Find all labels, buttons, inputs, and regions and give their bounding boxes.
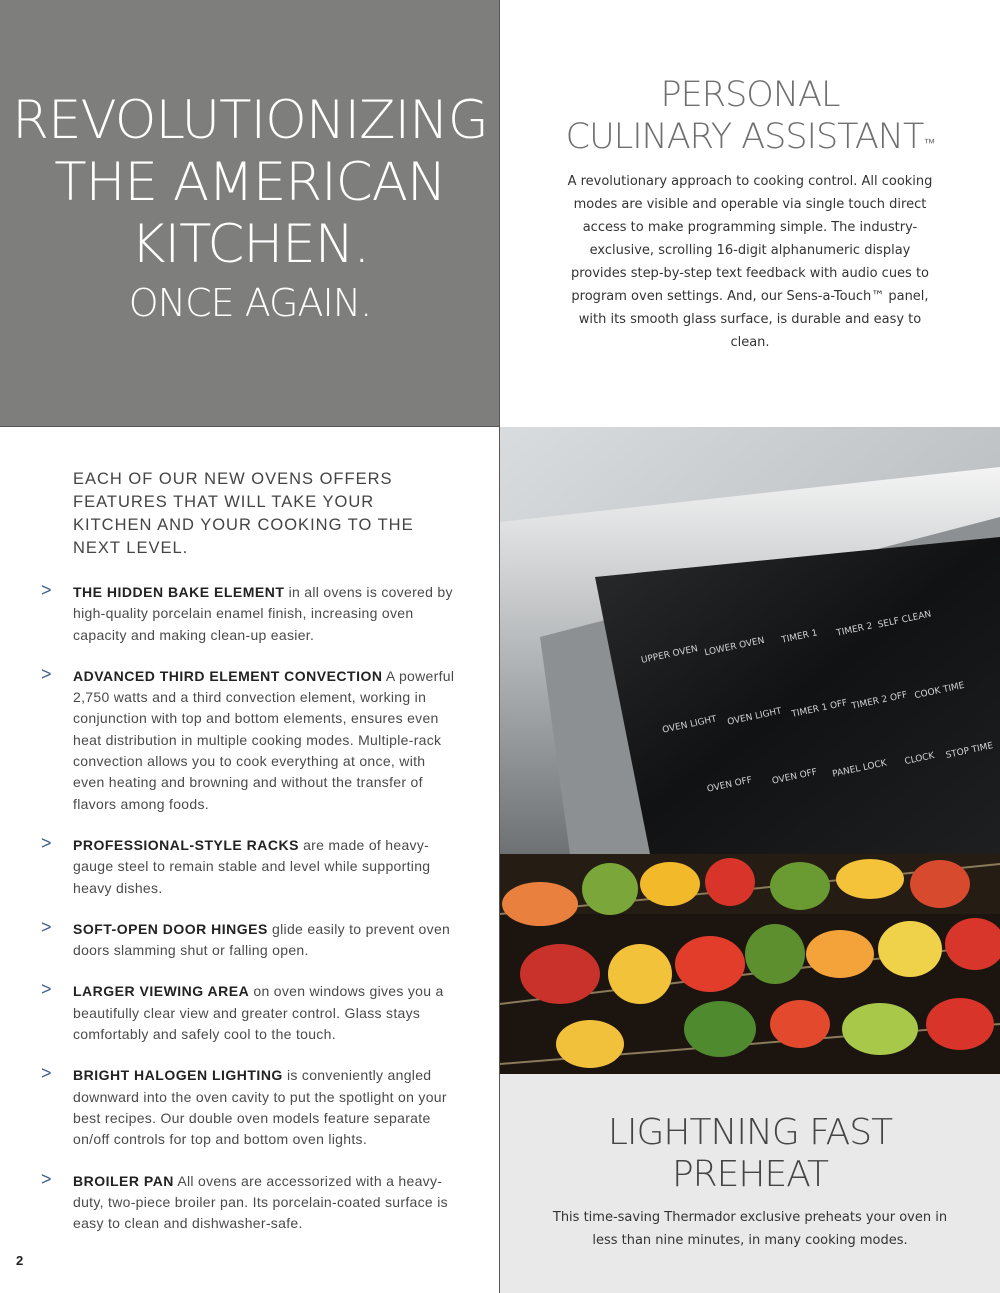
assistant-body: A revolutionary approach to cooking control. All cooking modes are visible and operable via single touch direct access to make programming simple. The industry-exclusive, scrolling 16-digit alphanumeric display provides step-by-step text feedback with audio cues to program oven settings. And, our Sens-a-Touch™ panel, with its smooth glass surface, is durable and easy to clean.: [567, 174, 933, 350]
feature-title: SOFT-OPEN DOOR HINGES: [73, 920, 268, 937]
panel-key-label: CLOCK: [903, 751, 936, 768]
assistant-title-line-2: [500, 116, 1000, 158]
feature-item: [41, 832, 458, 899]
page-number: 2: [16, 1253, 24, 1268]
panel-key-label: TIMER 1 OFF: [790, 698, 849, 720]
panel-key-label: LOWER OVEN: [703, 635, 766, 659]
panel-key-label: PANEL LOCK: [831, 758, 888, 780]
preheat-body: This time-saving Thermador exclusive preheats your oven in less than nine minutes, in many cooking modes.: [552, 1210, 948, 1248]
feature-text: glide easily to prevent oven doors slamming shut or falling open.: [73, 920, 451, 959]
features-section: [41, 468, 458, 1254]
assistant-title-line-1: PERSONAL: [660, 75, 840, 115]
control-panel-photo: [500, 427, 1000, 854]
hero-line-2: THE AMERICAN: [54, 152, 446, 213]
feature-title: PROFESSIONAL-STYLE RACKS: [73, 836, 299, 853]
feature-text: in all ovens is covered by high-quality porcelain enamel finish, increasing oven capacity and making clean-up easier.: [73, 584, 453, 643]
arrow-icon: >: [41, 832, 52, 853]
assistant-section: [500, 0, 1000, 427]
panel-key-label: STOP TIME: [944, 741, 995, 761]
arrow-icon: >: [41, 979, 52, 1000]
preheat-title-line-1: LIGHTNING FAST: [607, 1112, 893, 1153]
panel-key-label: TIMER 2: [835, 621, 874, 639]
hero-line-3: KITCHEN.: [130, 214, 370, 275]
feature-text: is conveniently angled downward into the oven cavity to put the spotlight on your best recipes. Our double oven models feature separate on/off controls for top and bottom oven lights.: [73, 1067, 447, 1148]
feature-title: BROILER PAN: [73, 1172, 174, 1189]
feature-item: [41, 979, 458, 1045]
feature-item: [41, 663, 458, 815]
feature-title: BRIGHT HALOGEN LIGHTING: [73, 1067, 283, 1084]
panel-key-label: SELF CLEAN: [876, 609, 933, 631]
kebab-image: [500, 854, 1000, 1074]
feature-item: [41, 580, 458, 646]
features-list: [41, 580, 458, 1234]
hero-line-1: REVOLUTIONIZING: [12, 90, 488, 151]
arrow-icon: >: [41, 1168, 52, 1189]
arrow-icon: >: [41, 916, 52, 937]
feature-text: A powerful 2,750 watts and a third convection element, working in conjunction with top and bottom elements, ensures even heat distribution in multiple cooking modes. Multiple-rack convection allows you to cook everything at once, with even heating and browning and without the transfer of flavors among foods.: [73, 667, 455, 812]
arrow-icon: >: [41, 580, 52, 600]
feature-title: LARGER VIEWING AREA: [73, 983, 250, 1000]
panel-key-label: OVEN OFF: [706, 775, 754, 795]
panel-key-label: COOK TIME: [913, 680, 966, 702]
feature-title: THE HIDDEN BAKE ELEMENT: [73, 584, 285, 600]
feature-text: All ovens are accessorized with a heavy-duty, two-piece broiler pan. Its porcelain-coated surface is easy to clean and dishwasher-safe.: [73, 1172, 448, 1232]
assistant-title-text: CULINARY ASSISTANT: [565, 117, 924, 157]
preheat-title-line-2: PREHEAT: [671, 1154, 829, 1195]
panel-key-label: TIMER 2 OFF: [850, 690, 909, 712]
features-intro: EACH OF OUR NEW OVENS OFFERS FEATURES THAT WILL TAKE YOUR KITCHEN AND YOUR COOKING TO THE NEXT LEVEL.: [73, 470, 414, 557]
feature-title: ADVANCED THIRD ELEMENT CONVECTION: [73, 667, 383, 684]
control-panel-image: [500, 427, 1000, 854]
feature-item: [41, 1063, 458, 1150]
panel-key-label: TIMER 1: [780, 628, 819, 646]
preheat-section: [500, 1074, 1000, 1293]
food-photo: [500, 854, 1000, 1074]
horizontal-divider: [0, 426, 500, 427]
arrow-icon: >: [41, 1063, 52, 1084]
hero-panel: [0, 0, 500, 427]
vertical-divider: [499, 0, 500, 1293]
panel-key-label: UPPER OVEN: [640, 644, 699, 666]
panel-key-label: OVEN OFF: [771, 767, 819, 787]
arrow-icon: >: [41, 663, 52, 684]
panel-key-label: OVEN LIGHT: [726, 706, 783, 728]
panel-key-label: OVEN LIGHT: [661, 714, 718, 736]
feature-text: are made of heavy-gauge steel to remain stable and level while supporting heavy dishes.: [73, 836, 431, 896]
feature-item: [41, 916, 458, 962]
feature-text: on oven windows gives you a beautifully clear view and greater control. Glass stays comfortably and safely cool to the touch.: [73, 983, 444, 1043]
trademark-mark: ™: [923, 136, 935, 150]
hero-line-4: ONCE AGAIN.: [128, 281, 372, 325]
feature-item: [41, 1168, 458, 1235]
